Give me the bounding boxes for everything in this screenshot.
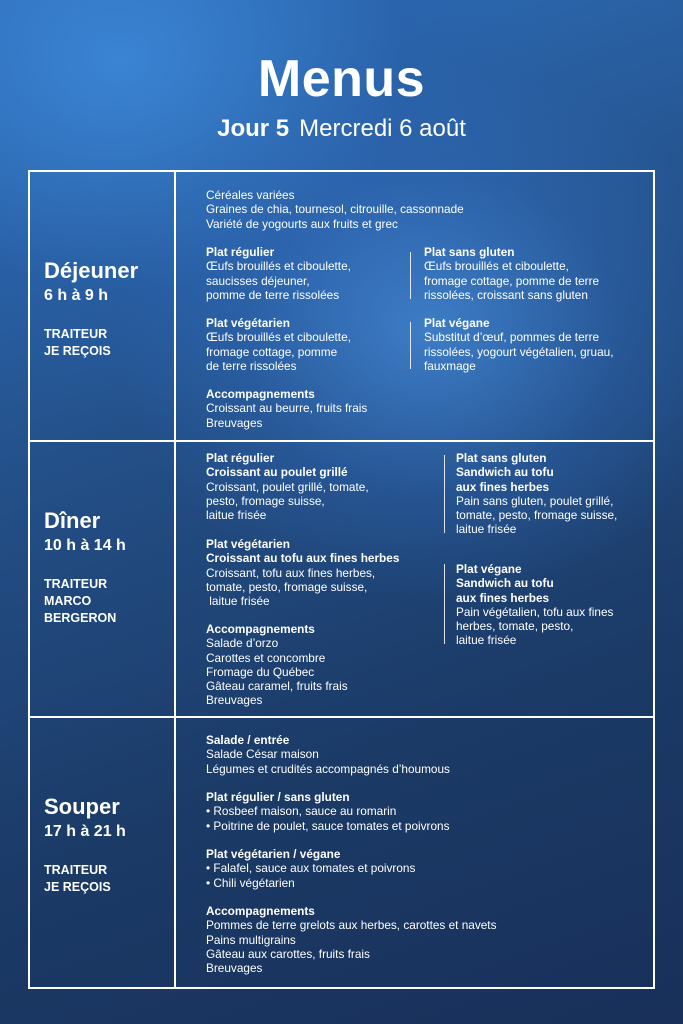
diner-row <box>30 442 653 718</box>
menu-section-vegane: Plat végane Substitut d’œuf, pommes de terre rissolées, yogourt végétalien, gruau, fauxmage <box>424 316 614 373</box>
column-divider <box>410 252 411 299</box>
menu-section-sans-gluten: Plat sans gluten Sandwich au tofu aux fines herbes Pain sans gluten, poulet grillé, tomate, pesto, fromage suisse, laitue frisée <box>456 451 618 537</box>
menu-section-sans-gluten: Plat sans gluten Œufs brouillés et ciboulette, fromage cottage, pomme de terre rissolées, croissant sans gluten <box>424 245 600 302</box>
column-divider <box>444 564 445 644</box>
diner-meal-cell <box>30 442 176 716</box>
meal-hours: 17 h à 21 h <box>44 823 126 840</box>
menu-section-accompagnements: Accompagnements Salade d’orzo Carottes et concombre Fromage du Québec Gâteau caramel, fruits frais Breuvages <box>206 622 348 708</box>
page-subtitle <box>0 114 683 144</box>
menu-section-regulier: Plat régulier Croissant au poulet grillé Croissant, poulet grillé, tomate, pesto, fromage suisse, laitue frisée <box>206 451 369 523</box>
date-label: Mercredi 6 août <box>299 115 466 142</box>
caterer: TRAITEUR MARCO BERGERON <box>44 577 117 625</box>
day-label: Jour 5 <box>217 115 290 142</box>
column-divider <box>444 455 445 533</box>
menu-section-vegetarien: Plat végétarien Œufs brouillés et ciboulette, fromage cottage, pomme de terre rissolées <box>206 316 351 373</box>
menu-section-regulier: Plat régulier Œufs brouillés et ciboulette, saucisses déjeuner, pomme de terre rissolées <box>206 245 351 302</box>
meal-name: Dîner <box>44 508 101 533</box>
page-title: Menus <box>257 50 426 108</box>
dejeuner-row <box>30 172 653 442</box>
dejeuner-meal-cell <box>30 172 176 440</box>
dejeuner-menu-cell <box>178 172 653 440</box>
menu-section-regulier: Plat régulier / sans gluten • Rosbeef maison, sauce au romarin • Poitrine de poulet, sauce tomates et poivrons <box>206 790 450 833</box>
menu-section-accompagnements: Accompagnements Croissant au beurre, fruits frais Breuvages <box>206 387 368 430</box>
meal-name: Déjeuner <box>44 258 139 283</box>
menu-table <box>28 170 655 989</box>
meal-hours: 6 h à 9 h <box>44 287 109 304</box>
diner-menu-cell <box>178 442 653 716</box>
menu-section-vegetarien: Plat végétarien / végane • Falafel, sauce aux tomates et poivrons • Chili végétarien <box>206 847 416 890</box>
souper-meal-cell <box>30 718 176 987</box>
page-header <box>0 50 683 144</box>
meal-name: Souper <box>44 794 120 819</box>
menu-section-salade: Salade / entrée Salade César maison Légumes et crudités accompagnés d’houmous <box>206 733 450 776</box>
caterer: TRAITEUR JE REÇOIS <box>44 863 111 894</box>
souper-menu-cell <box>178 718 653 987</box>
menu-section-general: Céréales variées Graines de chia, tournesol, citrouille, cassonnade Variété de yogourts aux fruits et grec <box>206 188 464 231</box>
menu-section-vegetarien: Plat végétarien Croissant au tofu aux fines herbes Croissant, tofu aux fines herbes, tomate, pesto, fromage suisse, laitue frisée <box>206 537 400 609</box>
caterer: TRAITEUR JE REÇOIS <box>44 327 111 358</box>
meal-hours: 10 h à 14 h <box>44 537 126 554</box>
souper-row <box>30 718 653 987</box>
menu-section-accompagnements: Accompagnements Pommes de terre grelots aux herbes, carottes et navets Pains multigrains Gâteau aux carottes, fruits frais Breuvages <box>206 904 497 976</box>
menu-section-vegane: Plat végane Sandwich au tofu aux fines herbes Pain végétalien, tofu aux fines herbes, tomate, pesto, laitue frisée <box>456 562 614 648</box>
column-divider <box>410 322 411 369</box>
